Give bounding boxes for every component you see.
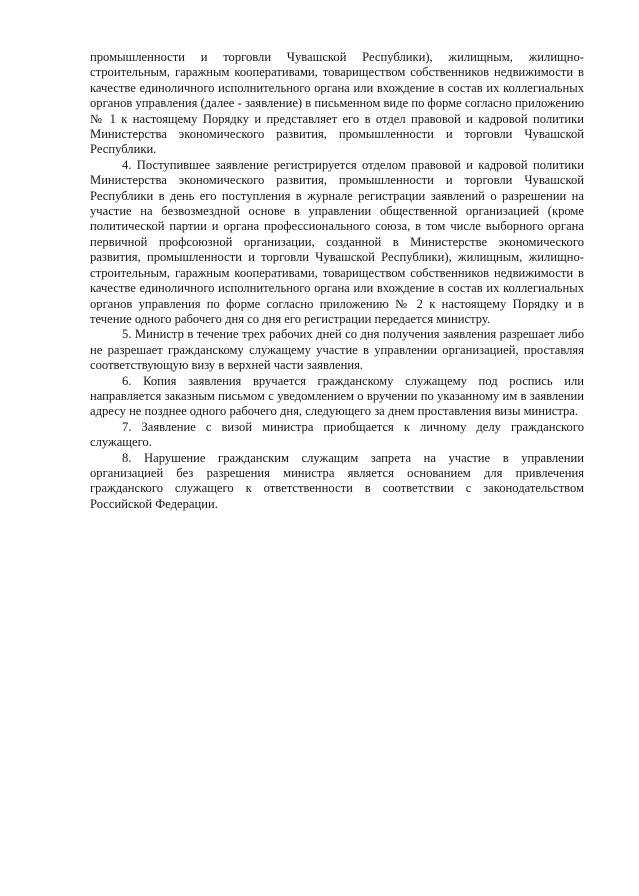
paragraph-6: 6. Копия заявления вручается гражданскому служащему под роспись или направляется заказным письмом с уведомлением о вручении по указанному им в заявлении адресу не позднее одного рабочего дня, следующего за днем проставления визы министра. xyxy=(90,373,584,419)
document-page xyxy=(90,50,584,512)
paragraph-7: 7. Заявление с визой министра приобщается к личному делу гражданского служащего. xyxy=(90,419,584,450)
paragraph-continuation: промышленности и торговли Чувашской Республики), жилищным, жилищно-строительным, гаражным кооперативами, товариществом собственников недвижимости в качестве единоличного исполнительного органа или вхождение в состав их коллегиальных органов управления (далее - заявление) в письменном виде по форме согласно приложению № 1 к настоящему Порядку и представляет его в отдел правовой и кадровой политики Министерства экономического развития, промышленности и торговли Чувашской Республики. xyxy=(90,50,584,157)
paragraph-4: 4. Поступившее заявление регистрируется отделом правовой и кадровой политики Министерства экономического развития, промышленности и торговли Чувашской Республики в день его поступления в журнале регистрации заявлений о разрешении на участие на безвозмездной основе в управлении общественной организацией (кроме политической партии и органа профессионального союза, в том числе выборного органа первичной профсоюзной организации, созданной в Министерстве экономического развития, промышленности и торговли Чувашской Республики), жилищным, жилищно-строительным, гаражным кооперативами, товариществом собственников недвижимости в качестве единоличного исполнительного органа или вхождение в состав их коллегиальных органов управления по форме согласно приложению № 2 к настоящему Порядку и в течение одного рабочего дня со дня его регистрации передается министру. xyxy=(90,157,584,326)
paragraph-8: 8. Нарушение гражданским служащим запрета на участие в управлении организацией без разрешения министра является основанием для привлечения гражданского служащего к ответственности в соответствии с законодательством Российской Федерации. xyxy=(90,450,584,511)
paragraph-5: 5. Министр в течение трех рабочих дней со дня получения заявления разрешает либо не разрешает гражданскому служащему участие в управлении организацией, проставляя соответствующую визу в верхней части заявления. xyxy=(90,327,584,373)
